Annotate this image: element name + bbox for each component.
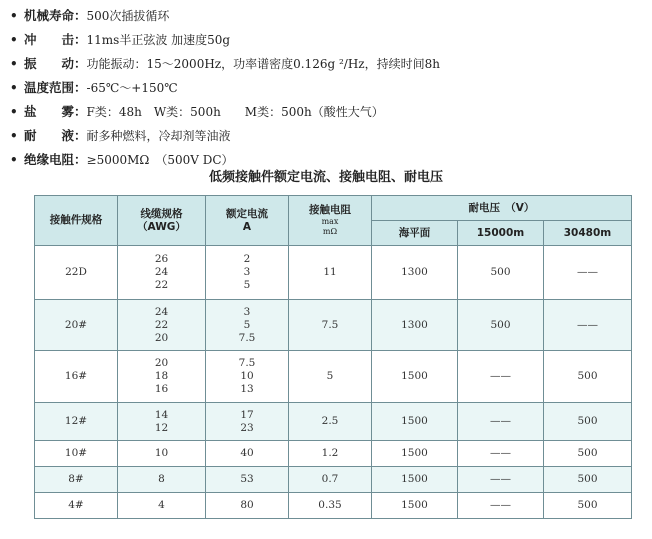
spec-item bbox=[10, 124, 646, 148]
spec-value: 500次插拔循环 bbox=[86, 9, 170, 23]
spec-label: 振 动： bbox=[24, 56, 87, 71]
table-row bbox=[35, 300, 632, 351]
cell-30480m: 500 bbox=[544, 403, 632, 441]
cell-30480m: 500 bbox=[544, 467, 632, 493]
cell-contact: 4# bbox=[35, 493, 118, 519]
header-30480m: 30480m bbox=[544, 221, 632, 246]
cell-sea-level: 1500 bbox=[372, 403, 458, 441]
cell-resistance: 11 bbox=[289, 246, 372, 300]
header-cable-spec bbox=[118, 196, 206, 246]
bullet-icon: • bbox=[10, 81, 18, 95]
cell-resistance: 0.35 bbox=[289, 493, 372, 519]
spec-label: 机械寿命： bbox=[24, 8, 87, 23]
cell-15000m: —— bbox=[458, 403, 544, 441]
cell-current-value: 3 bbox=[243, 305, 251, 318]
header-cable-unit: （AWG） bbox=[137, 220, 186, 233]
spec-label: 冲 击： bbox=[24, 32, 87, 47]
spec-value: 耐多种燃料，冷却剂等油液 bbox=[86, 129, 231, 143]
cell-current bbox=[206, 300, 289, 351]
header-cable-spec-label: 线缆规格 bbox=[140, 207, 183, 220]
cell-resistance: 1.2 bbox=[289, 441, 372, 467]
cell-current-value: 5 bbox=[243, 318, 251, 331]
table-title: 低频接触件额定电流、接触电阻、耐电压 bbox=[208, 170, 443, 185]
cell-15000m: —— bbox=[458, 441, 544, 467]
cell-contact: 10# bbox=[35, 441, 118, 467]
cell-awg bbox=[118, 351, 206, 403]
cell-resistance: 5 bbox=[289, 351, 372, 403]
spec-item bbox=[10, 28, 646, 52]
cell-awg bbox=[118, 441, 206, 467]
table-row bbox=[35, 351, 632, 403]
cell-15000m: —— bbox=[458, 493, 544, 519]
header-resistance-label: 接触电阻 bbox=[309, 204, 351, 216]
cell-awg-value: 20 bbox=[154, 331, 169, 344]
header-resistance bbox=[289, 196, 372, 246]
cell-15000m: —— bbox=[458, 351, 544, 403]
cell-awg-value: 24 bbox=[154, 305, 169, 318]
header-resistance-unit: mΩ bbox=[322, 227, 338, 236]
cell-resistance: 2.5 bbox=[289, 403, 372, 441]
spec-list bbox=[10, 4, 646, 172]
cell-current-value: 2 bbox=[243, 253, 251, 265]
spec-item bbox=[10, 100, 646, 124]
cell-current bbox=[206, 246, 289, 300]
contact-spec-table bbox=[34, 195, 632, 519]
cell-current-value: 23 bbox=[240, 421, 254, 434]
header-15000m: 15000m bbox=[458, 221, 544, 246]
cell-current-value: 53 bbox=[240, 473, 254, 485]
bullet-icon: • bbox=[10, 129, 18, 143]
cell-30480m: 500 bbox=[544, 351, 632, 403]
cell-awg-value: 22 bbox=[154, 318, 169, 331]
cell-30480m: —— bbox=[544, 300, 632, 351]
cell-current-value: 5 bbox=[243, 279, 251, 291]
header-rated-current-label: 额定电流 bbox=[226, 207, 268, 220]
cell-sea-level: 1500 bbox=[372, 467, 458, 493]
cell-current-value: 13 bbox=[240, 383, 254, 395]
table-row bbox=[35, 403, 632, 441]
cell-awg bbox=[118, 467, 206, 493]
cell-awg-value: 14 bbox=[154, 408, 169, 421]
bullet-icon: • bbox=[10, 153, 18, 167]
cell-15000m: 500 bbox=[458, 246, 544, 300]
cell-current-value: 40 bbox=[240, 447, 254, 459]
cell-current bbox=[206, 493, 289, 519]
cell-awg-value: 12 bbox=[154, 421, 169, 434]
cell-sea-level: 1300 bbox=[372, 300, 458, 351]
cell-awg-value: 18 bbox=[154, 370, 169, 382]
spec-value: 11ms半正弦波 加速度50g bbox=[86, 33, 231, 47]
spec-label: 盐 雾： bbox=[24, 104, 87, 119]
cell-current-value: 10 bbox=[240, 370, 254, 382]
cell-awg-value: 16 bbox=[154, 383, 169, 395]
spec-label: 绝缘电阻： bbox=[24, 152, 87, 167]
cell-30480m: 500 bbox=[544, 493, 632, 519]
cell-sea-level: 1500 bbox=[372, 351, 458, 403]
cell-current bbox=[206, 403, 289, 441]
cell-15000m: 500 bbox=[458, 300, 544, 351]
table-row bbox=[35, 493, 632, 519]
cell-30480m: —— bbox=[544, 246, 632, 300]
bullet-icon: • bbox=[10, 9, 18, 23]
table-row bbox=[35, 246, 632, 300]
cell-awg-value: 20 bbox=[154, 357, 169, 369]
cell-awg-value: 4 bbox=[158, 499, 165, 511]
bullet-icon: • bbox=[10, 33, 18, 47]
cell-awg-value: 24 bbox=[154, 266, 169, 278]
header-resistance-max: max bbox=[321, 217, 339, 226]
table-body bbox=[35, 246, 632, 519]
cell-contact: 20# bbox=[35, 300, 118, 351]
cell-sea-level: 1500 bbox=[372, 493, 458, 519]
cell-current bbox=[206, 441, 289, 467]
header-sea-level: 海平面 bbox=[372, 221, 458, 246]
cell-current bbox=[206, 351, 289, 403]
cell-awg-value: 10 bbox=[154, 447, 169, 459]
cell-awg bbox=[118, 246, 206, 300]
cell-sea-level: 1500 bbox=[372, 441, 458, 467]
header-rated-current bbox=[206, 196, 289, 246]
spec-value: 功能振动：15～2000Hz，功率谱密度0.126g ²/Hz，持续时间8h bbox=[86, 57, 440, 71]
cell-awg bbox=[118, 403, 206, 441]
cell-contact: 8# bbox=[35, 467, 118, 493]
spec-value: -65℃～+150℃ bbox=[86, 81, 178, 95]
header-contact-spec: 接触件规格 bbox=[35, 196, 118, 246]
cell-resistance: 7.5 bbox=[289, 300, 372, 351]
spec-value: F类：48h W类：500h M类：500h（酸性大气） bbox=[86, 105, 384, 119]
cell-awg bbox=[118, 493, 206, 519]
cell-awg-value: 22 bbox=[154, 279, 169, 291]
bullet-icon: • bbox=[10, 57, 18, 71]
cell-awg-value: 26 bbox=[154, 253, 169, 265]
header-voltage: 耐电压 （V） bbox=[372, 196, 632, 221]
table-row bbox=[35, 441, 632, 467]
bullet-icon: • bbox=[10, 105, 18, 119]
cell-current-value: 17 bbox=[240, 408, 254, 421]
cell-current bbox=[206, 467, 289, 493]
cell-sea-level: 1300 bbox=[372, 246, 458, 300]
table-row bbox=[35, 467, 632, 493]
spec-item bbox=[10, 52, 646, 76]
cell-15000m: —— bbox=[458, 467, 544, 493]
cell-awg-value: 8 bbox=[158, 473, 165, 485]
cell-awg bbox=[118, 300, 206, 351]
spec-label: 温度范围： bbox=[24, 80, 87, 95]
spec-item bbox=[10, 76, 646, 100]
cell-current-value: 3 bbox=[243, 266, 251, 278]
header-rated-current-unit: A bbox=[242, 220, 252, 233]
cell-resistance: 0.7 bbox=[289, 467, 372, 493]
spec-value: ≥5000MΩ （500V DC） bbox=[86, 153, 234, 167]
cell-30480m: 500 bbox=[544, 441, 632, 467]
cell-contact: 12# bbox=[35, 403, 118, 441]
spec-label: 耐 液： bbox=[24, 128, 87, 143]
cell-current-value: 80 bbox=[240, 499, 254, 511]
cell-contact: 16# bbox=[35, 351, 118, 403]
spec-item bbox=[10, 4, 646, 28]
cell-current-value: 7.5 bbox=[238, 357, 256, 369]
cell-contact: 22D bbox=[35, 246, 118, 300]
cell-current-value: 7.5 bbox=[238, 331, 256, 344]
